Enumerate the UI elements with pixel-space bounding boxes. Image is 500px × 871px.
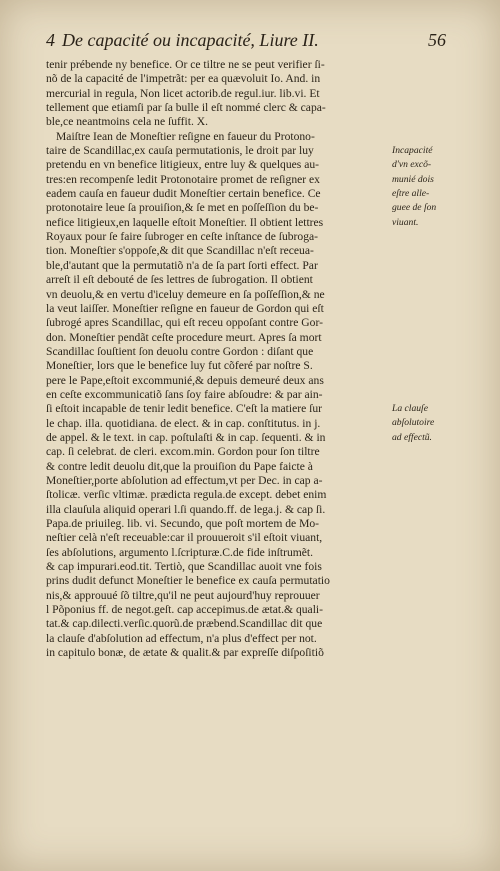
text-line: don. Moneſtier pendãt ceſte procedure meurt. Apres ſa mort: [46, 330, 322, 344]
margin-note-line: abſolutoire: [392, 417, 435, 429]
text-line: illa clauſula aliquid operari l.ſi quando.ff. de lega.j. & cap ſi.: [46, 502, 326, 516]
margin-note-incapacite: [392, 144, 497, 230]
text-line: nefice litigieux,en laquelle eſtoit Moneſtier. Il obtient lettres: [46, 215, 324, 229]
text-line: tat.& cap.dilecti.verſic.quorũ.de præbend.Scandillac dit que: [46, 617, 323, 631]
text-line: Moneſtier, lors que le benefice luy fut cõferé par noſtre S.: [46, 359, 313, 373]
text-line: la veut laiſſer. Moneſtier reſigne en faueur de Gordon qui eſt: [46, 301, 324, 315]
text-line: arreſt il eſt debouté de ſes lettres de ſubrogation. Il obtient: [46, 273, 313, 287]
margin-note-line: eſtre alle-: [392, 188, 430, 200]
text-line: eadem cauſa en faueur dudit Moneſtier certain benefice. Ce: [46, 187, 321, 201]
text-line: cap. ſi celebrat. de cleri. excom.min. Gordon pour ſon tiltre: [46, 445, 320, 459]
text-line: pretendu en vn benefice litigieux, entre luy & quelques au-: [46, 158, 320, 172]
text-line: neſtier celà n'eſt receuable:car il prouueroit s'il eſtoit viuant,: [46, 531, 323, 545]
text-line: ble,d'autant que la permutatiõ n'a de ſa part ſorti effect. Par: [46, 258, 318, 272]
text-line: tion. Moneſtier s'oppoſe,& dit que Scandillac n'eſt receua-: [46, 244, 314, 258]
text-line: la clauſe d'abſolution ad effectum, n'a plus d'effect per not.: [46, 631, 317, 645]
text-line: vn deuolu,& en vertu d'iceluy demeure en ſa poſſeſſion,& ne: [46, 287, 325, 301]
text-line: nõ de la capacité de l'impetrãt: per ea quævoluit Io. And. in: [46, 72, 321, 86]
text-line: prins dudit defunct Moneſtier le benefice ex cauſa permutatio: [46, 574, 330, 588]
text-line: en ceſte excommunicatiõ ſans ſoy faire abſoudre: & par ain-: [46, 387, 323, 401]
text-line: Royaux pour ſe faire ſubroger en ceſte inſtance de ſubroga-: [46, 230, 319, 244]
text-line: & contre ledit deuolu dit,que la prouiſion du Pape faicte à: [46, 459, 313, 473]
margin-note-line: d'vn excõ-: [392, 159, 432, 171]
text-line: Scandillac ſouſtient ſon deuolu contre Gordon : diſant que: [46, 344, 314, 358]
margin-note-line: guee de ſon: [392, 202, 437, 214]
text-line: tellement que etiamſi par ſa bulle il eſt nommé clerc & capa-: [46, 101, 326, 115]
margin-note-line: La clauſe: [392, 403, 428, 414]
text-line: taire de Scandillac,ex cauſa permutationis, le droit par luy: [46, 144, 314, 158]
margin-note-line: Incapacité: [392, 145, 433, 156]
text-line: tenir prébende ny benefice. Or ce tiltre ne se peut verifier ſi-: [46, 58, 325, 71]
margin-note-line: munié dois: [392, 173, 434, 185]
running-header: [46, 30, 446, 52]
text-line: Moneſtier,porte abſolution ad effectum,vt per Dec. in cap a-: [46, 473, 323, 487]
text-line: le chap. illa. quotidiana. de elect. & in cap. conſtitutus. in j.: [46, 416, 321, 430]
text-line: de appel. & le text. in cap. poſtulaſti & in cap. ſequenti. & in: [46, 430, 326, 444]
text-line: l Põponius ff. de negot.geſt. cap accepimus.de ætat.& quali-: [46, 603, 324, 617]
margin-note-line: ad effectũ.: [392, 431, 432, 443]
text-line: tres:en recompenſe ledit Protonotaire promet de reſigner ex: [46, 172, 320, 186]
text-line: nis,& approuué ſõ tiltre,qu'il ne peut aujourd'huy reprouuer: [46, 588, 320, 602]
text-line: mercurial in regula, Non licet actorib.de regul.iur. lib.vi. Et: [46, 86, 320, 100]
text-line: & cap impurari.eod.tit. Tertiò, que Scandillac auoit vne fois: [46, 560, 322, 574]
main-text-block: [46, 58, 410, 660]
folio-number: 4: [46, 30, 55, 50]
text-line: protonotaire leue ſa prouiſion,& ſe met en poſſeſſion du be-: [46, 201, 319, 215]
text-line: ſubrogé apres Scandillac, qui eſt receu oppoſant contre Gor-: [46, 316, 323, 330]
text-line: in capitulo bonæ, de ætate & qualit.& par expreſſe diſpoſitiõ: [46, 646, 324, 660]
text-line: ſes abſolutions, argumento l.ſcripturæ.C.de fide inſtrumẽt.: [46, 545, 314, 559]
text-line: ſi eſtoit incapable de tenir ledit benefice. C'eſt la matiere ſur: [46, 402, 323, 416]
text-line: Papa.de priuileg. lib. vi. Secundo, que poſt mortem de Mo-: [46, 517, 320, 530]
margin-note-line: viuant.: [392, 216, 419, 228]
margin-note-clause: [392, 402, 497, 445]
page-number: 56: [428, 30, 446, 50]
text-line: pere le Pape,eſtoit excommunié,& depuis demeuré deux ans: [46, 373, 324, 387]
text-line: Maiſtre Iean de Moneſtier reſigne en faueur du Protono-: [56, 129, 315, 143]
text-line: ſtolicæ. verſic vltimæ. prædicta regula.de except. debet enim: [46, 488, 327, 502]
text-line: ble,ce neantmoins cela ne ſuffit. X.: [46, 115, 209, 129]
running-title: De capacité ou incapacité, Liure II.: [62, 30, 319, 50]
